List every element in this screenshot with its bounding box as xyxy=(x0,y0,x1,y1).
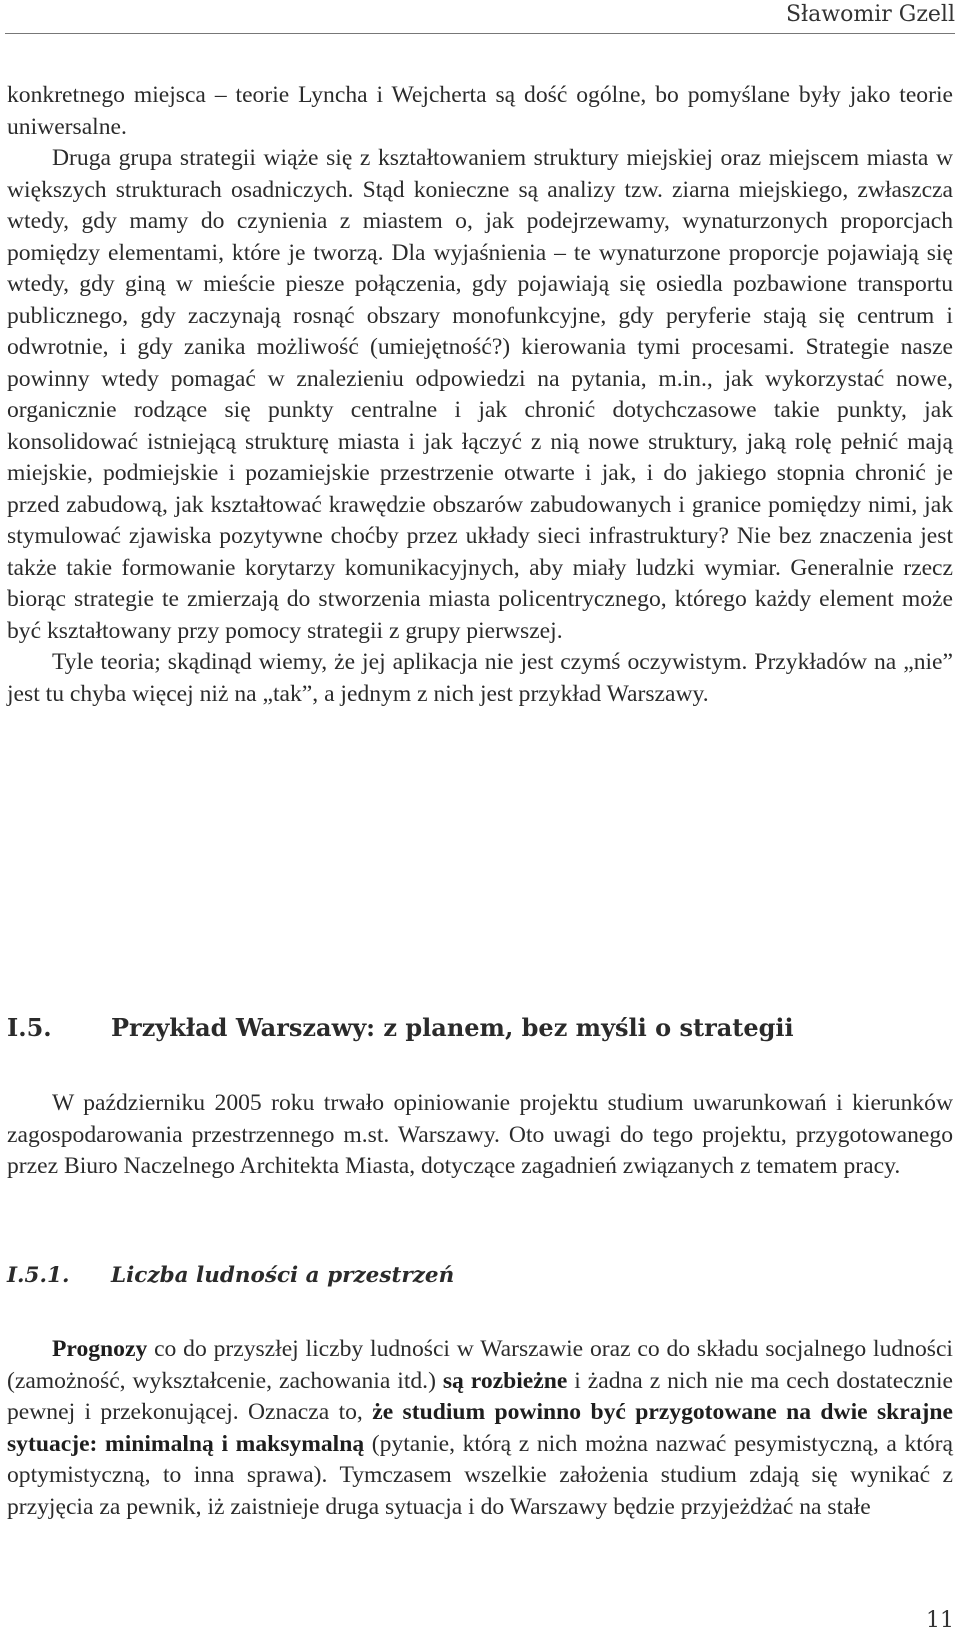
bold-rozbiezne: są rozbieżne xyxy=(442,1367,568,1394)
body-text-block-2 xyxy=(7,1088,953,1183)
bold-studium: że studium powinno być przygotowane na dwie skrajne sytuacje: minimalną i maksymalną xyxy=(7,1399,953,1457)
bold-prognozy: Prognozy xyxy=(52,1336,148,1362)
page-number: 11 xyxy=(926,1608,954,1633)
running-head-author: Sławomir Gzell xyxy=(785,2,955,27)
paragraph-2: Druga grupa strategii wiąże się z kształtowaniem struktury miejskiej oraz miejscem miasta w większych strukturach osadniczych. Stąd konieczne są analizy tzw. ziarna miejskiego, zwłaszcza wtedy, gdy mamy do czynienia z miastem o, jak podejrzewamy, wynaturzonych proporcjach pomiędzy elementami, które je tworzą. Dla wyjaśnienia – te wynaturzone proporcje pojawiają się wtedy, gdy giną w mieście piesze połączenia, gdy pojawiają się osiedla pozbawione transportu publicznego, gdy zaczynają rosnąć obszary monofunkcyjne, gdy peryferie stają się centrum i odwrotnie, i gdy zanika możliwość (umiejętność?) kierowania tymi procesami. Strategie nasze powinny wtedy pomagać w znalezieniu odpowiedzi na pytania, m.in., jak wykorzystać nowe, organicznie rodzące się punkty centralne i jak chronić dotychczasowe takie punkty, jak konsolidować istniejącą strukturę miasta i jak łączyć z nią nowe struktury, jaką rolę pełnić mają miejskie, podmiejskie i pozamiejskie przestrzenie otwarte i jak, i do jakiego stopnia chronić je przed zabudową, jak kształtować krawędzie obszarów zabudowanych i granice pomiędzy nimi, jak stymulować zjawiska pozytywne choćby przez układy sieci infrastruktury? Nie bez znaczenia jest także takie formowanie korytarzy komunikacyjnych, aby miały ludzki wymiar. Generalnie rzecz biorąc strategie te zmierzają do stworzenia miasta policentrycznego, którego każdy element może być kształtowany przy pomocy strategii z grupy pierwszej. xyxy=(7,145,953,644)
section-title: Przykład Warszawy: z planem, bez myśli o strategii xyxy=(111,1013,794,1042)
subsection-title: Liczba ludności a przestrzeń xyxy=(111,1263,455,1288)
paragraph-4: W październiku 2005 roku trwało opiniowanie projektu studium uwarunkowań i kierunków zagospodarowania przestrzennego m.st. Warszawy. Oto uwagi do tego projektu, przygotowanego przez Biuro Naczelnego Architekta Miasta, dotyczące zagadnień związanych z tematem pracy. xyxy=(7,1090,953,1179)
header-rule xyxy=(5,33,955,34)
paragraph-5-text-2: i żadna z nich nie ma cech dostatecznie pewnej i przekonującej. Oznacza to, xyxy=(7,1367,953,1425)
section-number: I.5. xyxy=(7,1013,52,1042)
paragraph-5-text-1: co do przyszłej liczby ludności w Warszawie oraz co do składu socjalnego ludności (zamożność, wykształcenie, zachowania itd.) xyxy=(7,1336,953,1394)
body-text-block-1 xyxy=(7,80,953,710)
body-text-block-3 xyxy=(7,1334,953,1523)
paragraph-5-text-3: (pytanie, którą z nich można nazwać pesymistyczną, a którą optymistyczną, to inna sprawa). Tymczasem wszelkie założenia studium zdają się wynikać z przyjęcia za pewnik, iż zaistnieje druga sytuacja i do Warszawy będzie przyjeżdżać na stałe xyxy=(7,1430,953,1520)
paragraph-5 xyxy=(7,1334,953,1523)
paragraph-1: konkretnego miejsca – teorie Lyncha i Wejcherta są dość ogólne, bo pomyślane były jako teorie uniwersalne. xyxy=(7,82,953,140)
subsection-number: I.5.1. xyxy=(7,1263,70,1288)
paragraph-3: Tyle teoria; skądinąd wiemy, że jej aplikacja nie jest czymś oczywistym. Przykładów na „nie” jest tu chyba więcej niż na „tak”, a jednym z nich jest przykład Warszawy. xyxy=(7,649,953,707)
